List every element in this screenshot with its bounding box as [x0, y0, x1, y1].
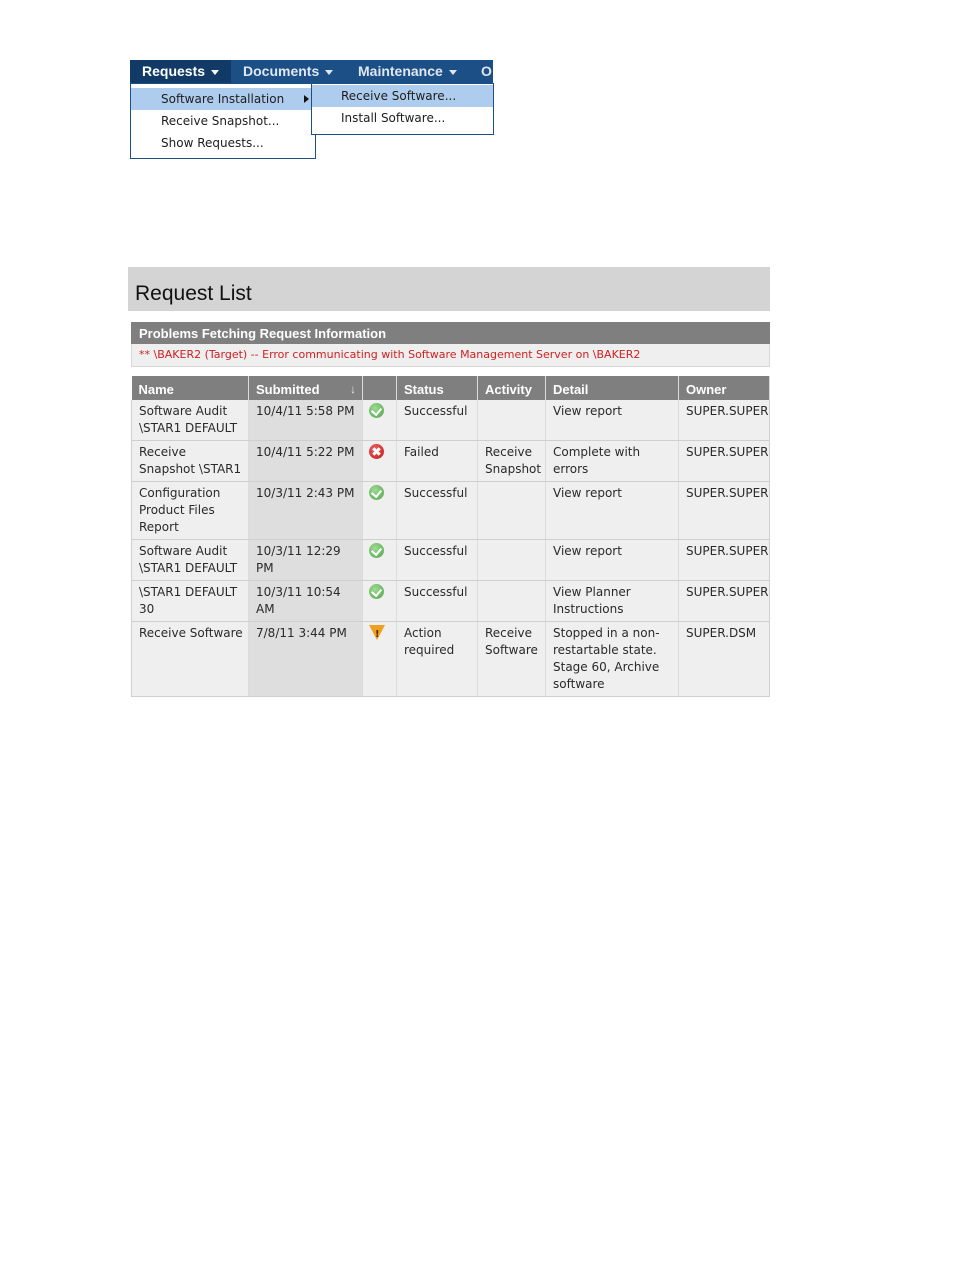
detail-link[interactable]: View report: [546, 540, 679, 581]
request-name-link[interactable]: Receive Snapshot \STAR1: [132, 441, 249, 482]
success-icon: [369, 543, 384, 558]
status-icon-cell: [363, 540, 397, 581]
sort-descending-icon: ↓: [350, 381, 356, 396]
detail-link[interactable]: View Planner Instructions: [546, 581, 679, 622]
menu-item-software-installation[interactable]: [131, 88, 315, 110]
table-row: [132, 540, 770, 581]
request-list-header: [128, 267, 770, 311]
status-cell: Successful: [397, 400, 478, 441]
menu-bar: [130, 60, 493, 83]
problem-heading-bar: [131, 322, 770, 344]
request-name-link[interactable]: Configuration Product Files Report: [132, 482, 249, 540]
menu-item-label: Receive Snapshot...: [161, 114, 280, 128]
chevron-down-icon: [449, 70, 457, 75]
success-icon: [369, 403, 384, 418]
submitted-cell: 10/3/11 10:54 AM: [249, 581, 363, 622]
status-icon-cell: [363, 581, 397, 622]
submitted-cell: 10/3/11 2:43 PM: [249, 482, 363, 540]
success-icon: [369, 485, 384, 500]
success-icon: [369, 584, 384, 599]
activity-cell: [478, 482, 546, 540]
detail-cell: Stopped in a non-restartable state. Stage 60, Archive software: [546, 622, 679, 697]
chevron-down-icon: [325, 70, 333, 75]
column-header-icon: [363, 376, 397, 400]
column-header-status[interactable]: Status: [397, 376, 478, 400]
table-row: [132, 441, 770, 482]
menu-item-receive-software[interactable]: [312, 85, 493, 107]
status-cell: Action required: [397, 622, 478, 697]
menu-item-receive-snapshot[interactable]: [131, 110, 315, 132]
activity-cell: Receive Software: [478, 622, 546, 697]
activity-cell: [478, 540, 546, 581]
column-header-owner[interactable]: Owner: [679, 376, 770, 400]
menu-item-show-requests[interactable]: [131, 132, 315, 154]
request-name-link[interactable]: Software Audit \STAR1 DEFAULT: [132, 400, 249, 441]
warning-icon: !: [369, 625, 385, 640]
submitted-cell: 10/4/11 5:22 PM: [249, 441, 363, 482]
request-table: [131, 376, 770, 697]
status-cell: Successful: [397, 482, 478, 540]
menu-item-install-software[interactable]: [312, 107, 493, 129]
activity-cell: [478, 400, 546, 441]
column-header-submitted[interactable]: [249, 376, 363, 400]
detail-link[interactable]: View report: [546, 400, 679, 441]
menu-other[interactable]: [481, 60, 493, 83]
status-cell: Failed: [397, 441, 478, 482]
activity-cell: Receive Snapshot: [478, 441, 546, 482]
submitted-cell: 7/8/11 3:44 PM: [249, 622, 363, 697]
chevron-down-icon: [211, 70, 219, 75]
table-row: [132, 400, 770, 441]
column-header-name[interactable]: Name: [132, 376, 249, 400]
status-cell: Successful: [397, 540, 478, 581]
problem-heading: Problems Fetching Request Information: [139, 326, 387, 341]
table-row: [132, 482, 770, 540]
owner-cell: SUPER.SUPER: [679, 441, 770, 482]
owner-cell: SUPER.SUPER: [679, 540, 770, 581]
request-name-link[interactable]: \STAR1 DEFAULT 30: [132, 581, 249, 622]
menu-documents-label: Documents: [243, 63, 320, 79]
owner-cell: SUPER.DSM: [679, 622, 770, 697]
table-row: [132, 581, 770, 622]
activity-cell: [478, 581, 546, 622]
table-header-row: [132, 376, 770, 400]
owner-cell: SUPER.SUPER: [679, 482, 770, 540]
table-row: [132, 622, 770, 697]
owner-cell: SUPER.SUPER: [679, 400, 770, 441]
owner-cell: SUPER.SUPER: [679, 581, 770, 622]
status-icon-cell: [363, 482, 397, 540]
menu-other-label: O: [481, 63, 492, 79]
column-header-detail[interactable]: Detail: [546, 376, 679, 400]
status-icon-cell: [363, 400, 397, 441]
menu-maintenance-label: Maintenance: [358, 63, 443, 79]
status-cell: Successful: [397, 581, 478, 622]
detail-link[interactable]: View report: [546, 482, 679, 540]
menu-item-label: Software Installation: [161, 92, 285, 106]
request-name-link[interactable]: Receive Software: [132, 622, 249, 697]
menu-item-label: Install Software...: [341, 111, 446, 125]
column-header-activity[interactable]: Activity: [478, 376, 546, 400]
menu-maintenance[interactable]: [358, 60, 478, 83]
column-header-label: Submitted: [256, 381, 320, 397]
menu-requests[interactable]: [130, 60, 231, 83]
submitted-cell: 10/4/11 5:58 PM: [249, 400, 363, 441]
software-installation-submenu: [311, 83, 494, 135]
menu-requests-label: Requests: [142, 63, 206, 79]
error-message-row: [131, 344, 770, 367]
request-name-link[interactable]: Software Audit \STAR1 DEFAULT: [132, 540, 249, 581]
menu-item-label: Show Requests...: [161, 136, 264, 150]
menu-documents[interactable]: [243, 60, 348, 83]
menu-item-label: Receive Software...: [341, 89, 457, 103]
chevron-right-icon: [304, 95, 309, 103]
submitted-cell: 10/3/11 12:29 PM: [249, 540, 363, 581]
page-title: Request List: [135, 282, 252, 305]
status-icon-cell: [363, 441, 397, 482]
detail-cell: Complete with errors: [546, 441, 679, 482]
status-icon-cell: [363, 622, 397, 697]
requests-dropdown: [130, 83, 316, 159]
error-message: ** \BAKER2 (Target) -- Error communicating with Software Management Server on \BAKER2: [139, 348, 641, 361]
failed-icon: [369, 444, 384, 459]
